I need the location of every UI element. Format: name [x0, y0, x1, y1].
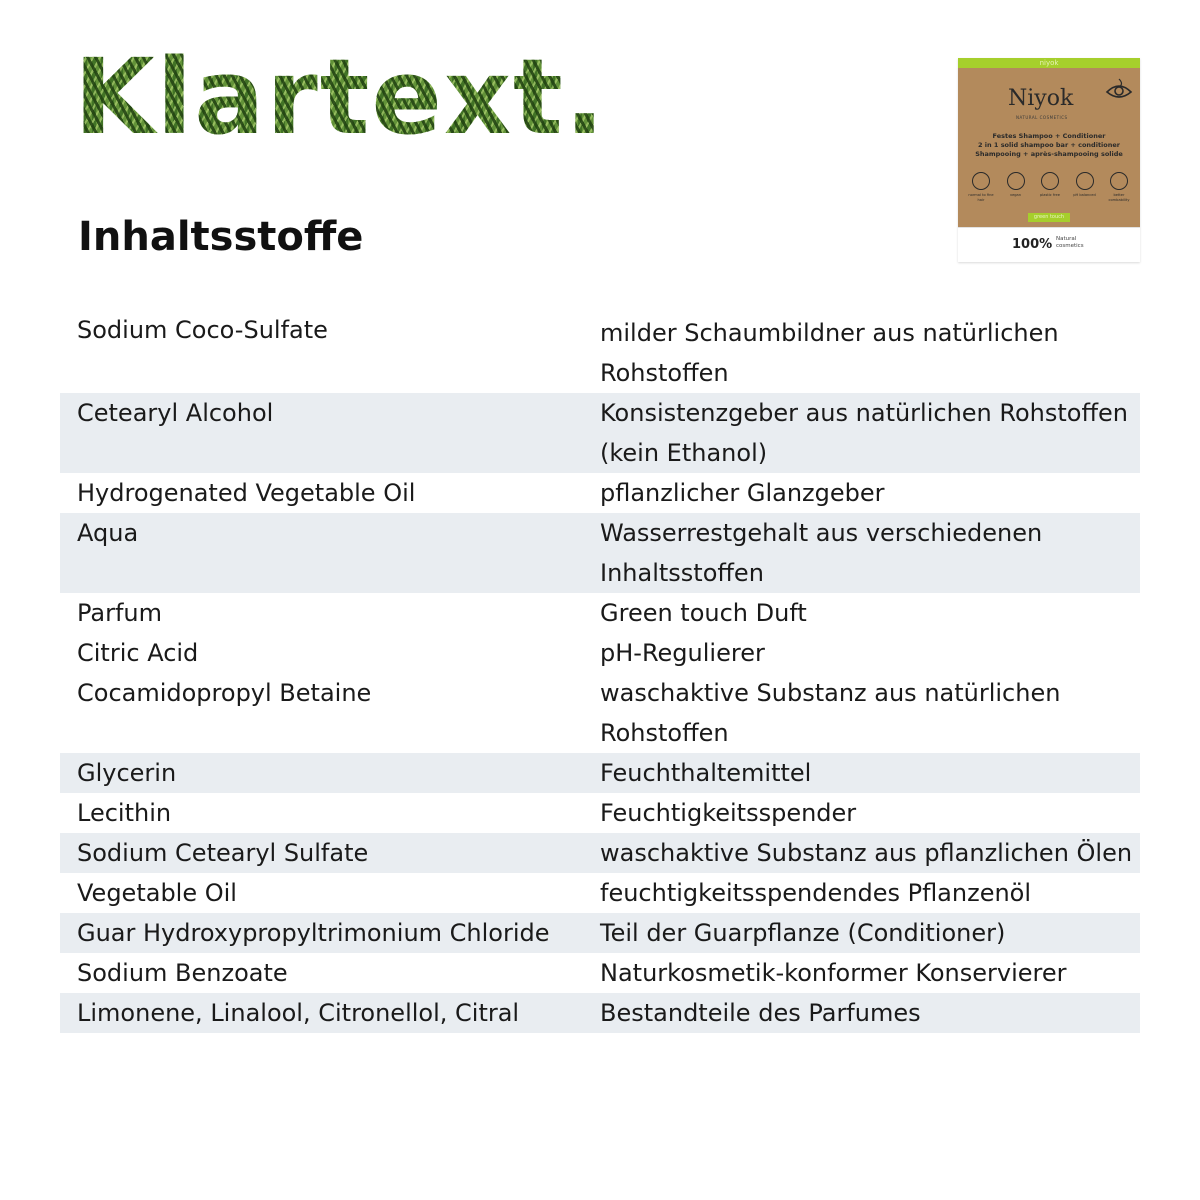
- ingredient-description: Wasserrestgehalt aus verschiedenen Inhaltsstoffen: [600, 519, 1043, 587]
- product-icon-label: vegan: [1009, 193, 1022, 197]
- no-plastic-icon: [1041, 172, 1059, 190]
- product-tag: green touch: [1028, 213, 1070, 222]
- product-description-line: Festes Shampoo + Conditioner: [992, 132, 1106, 140]
- ingredient-name: Guar Hydroxypropyltrimonium Chloride: [77, 919, 550, 947]
- product-icon-label: pH balanced: [1073, 193, 1096, 197]
- hair-icon: [972, 172, 990, 190]
- product-icon-item: [1070, 172, 1100, 202]
- product-description: [964, 132, 1134, 159]
- ph-icon: [1076, 172, 1094, 190]
- product-icons: [966, 172, 1134, 202]
- ingredient-description: pflanzlicher Glanzgeber: [600, 479, 885, 507]
- table-row: [60, 310, 1140, 393]
- product-icon-label: normal to fine hair: [968, 193, 994, 202]
- ingredient-name: Sodium Benzoate: [77, 959, 288, 987]
- natural-badge-sub: Natural cosmetics: [1056, 236, 1084, 249]
- product-icon-item: [966, 172, 996, 202]
- ingredient-description: waschaktive Substanz aus natürlichen Rohstoffen: [600, 679, 1061, 747]
- product-brand-sub: NATURAL COSMETICS: [1016, 115, 1068, 120]
- product-icon-label: better combability: [1108, 193, 1130, 202]
- product-description-line: 2 in 1 solid shampoo bar + conditioner: [978, 141, 1120, 149]
- ingredient-name: Sodium Coco-Sulfate: [77, 316, 328, 344]
- product-icon-item: [1035, 172, 1065, 202]
- ingredient-name: Cetearyl Alcohol: [77, 399, 274, 427]
- ingredient-description: Feuchtigkeitsspender: [600, 799, 857, 827]
- heart-icon: [1007, 172, 1025, 190]
- ingredient-description: milder Schaumbildner aus natürlichen Rohstoffen: [600, 319, 1059, 387]
- headline: Klartext.: [74, 36, 607, 158]
- ingredient-name: Hydrogenated Vegetable Oil: [77, 479, 416, 507]
- table-row: [60, 753, 1140, 793]
- ingredient-name: Vegetable Oil: [77, 879, 237, 907]
- ingredient-description: pH-Regulierer: [600, 639, 765, 667]
- ingredient-name: Parfum: [77, 599, 163, 627]
- product-description-line: Shampooing + après-shampooing solide: [975, 150, 1123, 158]
- ingredient-name: Citric Acid: [77, 639, 199, 667]
- section-title: Inhaltsstoffe: [78, 214, 364, 260]
- natural-badge: 100%: [1012, 237, 1053, 252]
- comb-icon: [1110, 172, 1128, 190]
- ingredient-description: Bestandteile des Parfumes: [600, 999, 921, 1027]
- table-row: [60, 993, 1140, 1033]
- ingredient-description: Teil der Guarpflanze (Conditioner): [600, 919, 1006, 947]
- product-icon-label: plastic free: [1040, 193, 1060, 197]
- table-row: [60, 393, 1140, 473]
- table-row: [60, 673, 1140, 753]
- ingredient-name: Lecithin: [77, 799, 172, 827]
- product-brand: Niyok: [1008, 86, 1074, 111]
- table-row: [60, 473, 1140, 513]
- table-row: [60, 873, 1140, 913]
- table-row: [60, 793, 1140, 833]
- table-row: [60, 513, 1140, 593]
- ingredient-description: feuchtigkeitsspendendes Pflanzenöl: [600, 879, 1032, 907]
- product-image: [958, 58, 1140, 262]
- eye-logo-icon: [1104, 76, 1134, 106]
- ingredient-description: Green touch Duft: [600, 599, 807, 627]
- ingredients-table: [60, 310, 1140, 1033]
- table-row: [60, 913, 1140, 953]
- ingredient-name: Glycerin: [77, 759, 177, 787]
- product-icon-item: [1001, 172, 1031, 202]
- ingredient-description: Feuchthaltemittel: [600, 759, 812, 787]
- ingredient-name: Aqua: [77, 519, 139, 547]
- product-icon-item: [1104, 172, 1134, 202]
- table-row: [60, 953, 1140, 993]
- ingredient-name: Cocamidopropyl Betaine: [77, 679, 372, 707]
- ingredient-description: Naturkosmetik-konformer Konservierer: [600, 959, 1067, 987]
- table-row: [60, 833, 1140, 873]
- product-bottom-band: [958, 227, 1140, 262]
- ingredient-name: Limonene, Linalool, Citronellol, Citral: [77, 999, 520, 1027]
- product-top-band: niyok: [958, 58, 1140, 68]
- ingredient-description: waschaktive Substanz aus pflanzlichen Ölen: [600, 839, 1133, 867]
- ingredient-description: Konsistenzgeber aus natürlichen Rohstoffen (kein Ethanol): [600, 399, 1128, 467]
- table-row: [60, 633, 1140, 673]
- table-row: [60, 593, 1140, 633]
- ingredient-name: Sodium Cetearyl Sulfate: [77, 839, 369, 867]
